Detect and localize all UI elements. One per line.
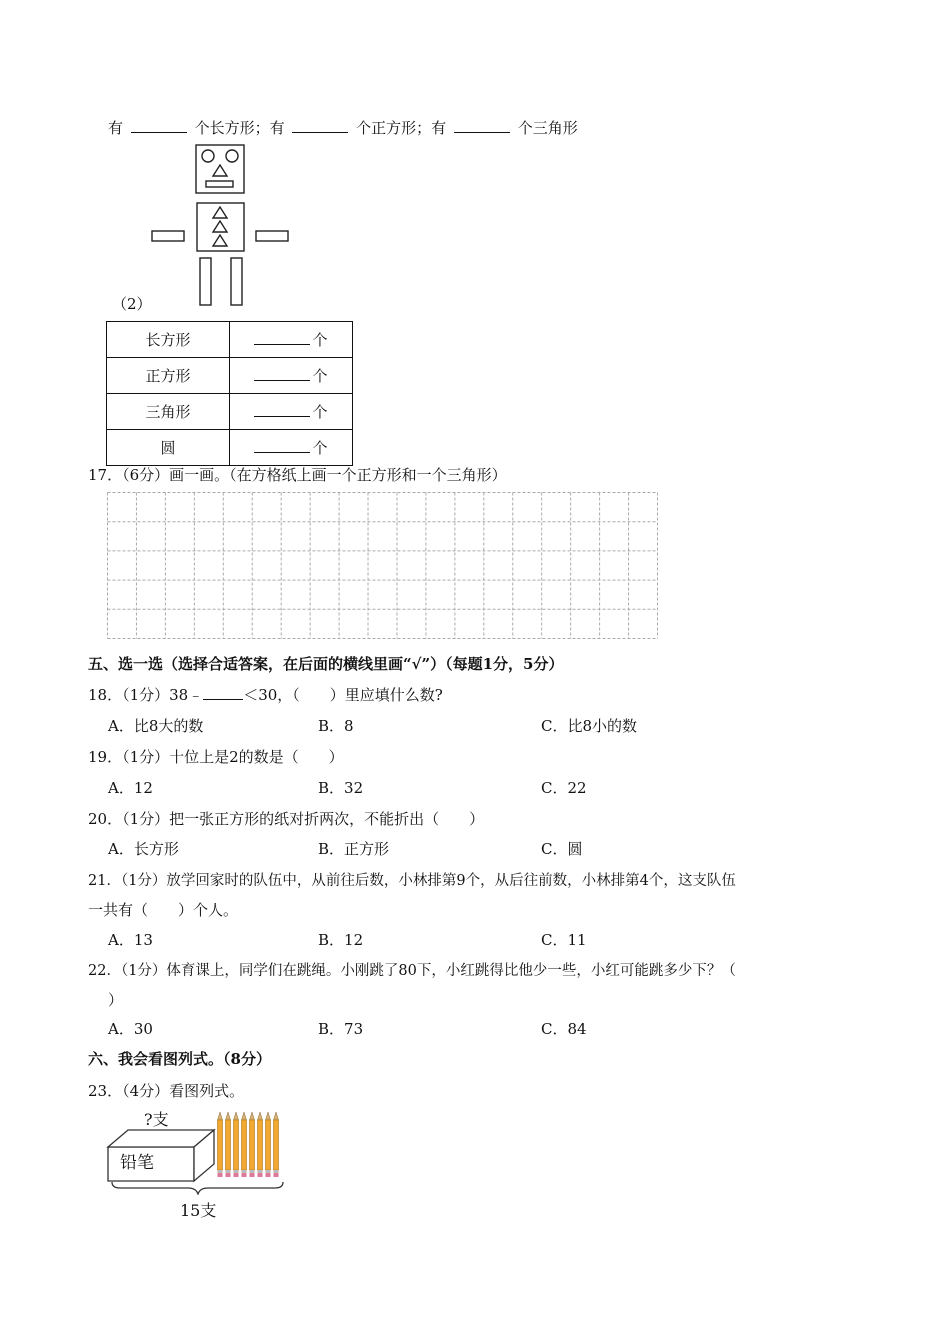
- q20-stem: 20．（1分）把一张正方形的纸对折两次，不能折出（ ）: [88, 810, 485, 828]
- robot-arm-rect: [256, 231, 288, 241]
- pencil-group: [218, 1112, 279, 1177]
- count-cell[interactable]: [230, 430, 353, 466]
- q22-stem-line2: ）: [108, 991, 124, 1009]
- q22-option-b[interactable]: B．73: [318, 1020, 364, 1038]
- q16-text-1: 有: [108, 119, 124, 137]
- q18-option-c[interactable]: C．比8小的数: [541, 717, 638, 735]
- answer-blank[interactable]: [292, 120, 348, 133]
- answer-blank[interactable]: [454, 120, 510, 133]
- robot-body-triangle: [213, 221, 227, 232]
- table-row: [107, 430, 353, 466]
- count-cell[interactable]: [230, 322, 353, 358]
- robot-figure: [140, 140, 300, 310]
- q22-option-c[interactable]: C．84: [541, 1020, 587, 1038]
- robot-leg-rect: [231, 258, 242, 305]
- table-row: [107, 394, 353, 430]
- shape-name-cell: 三角形: [107, 394, 230, 430]
- robot-body-triangle: [213, 235, 227, 246]
- q18-stem-b: ＜30，（ ）里应填什么数?: [243, 686, 443, 704]
- robot-mouth-rect: [206, 181, 233, 187]
- q21-option-c[interactable]: C．11: [541, 931, 587, 949]
- answer-blank[interactable]: [254, 440, 310, 453]
- shape-name-cell: 正方形: [107, 358, 230, 394]
- pencil: [218, 1112, 223, 1177]
- pencil: [250, 1112, 255, 1177]
- shape-count-table: [106, 321, 353, 466]
- q23-total-label: 15支: [180, 1201, 217, 1220]
- robot-nose-triangle: [213, 165, 227, 176]
- q21-option-a[interactable]: A．13: [108, 931, 153, 949]
- robot-body-square: [197, 203, 244, 251]
- q18-option-a[interactable]: A．比8大的数: [108, 717, 204, 735]
- q22-stem-line1: 22．（1分）体育课上，同学们在跳绳。小刚跳了80下，小红跳得比他少一些，小红可能跳多少下？（: [88, 963, 736, 979]
- robot-eye-circle: [226, 150, 238, 162]
- robot-body-triangle: [213, 207, 227, 218]
- q19-option-b[interactable]: B．32: [318, 779, 364, 797]
- pencil-box-label: 铅笔: [120, 1153, 154, 1173]
- unit-label: 个: [312, 439, 328, 457]
- answer-blank[interactable]: [131, 120, 187, 133]
- q16-text-3: 个正方形；有: [356, 119, 447, 137]
- q16-text-2: 个长方形；有: [194, 119, 285, 137]
- q23-stem: 23．（4分）看图列式。: [88, 1082, 245, 1100]
- q16-line1: [108, 117, 578, 138]
- section6-title: 六、我会看图列式。（8分）: [88, 1050, 271, 1068]
- q20-option-b[interactable]: B．正方形: [318, 840, 390, 858]
- q19-stem: 19．（1分）十位上是2的数是（ ）: [88, 748, 344, 766]
- unit-label: 个: [312, 331, 328, 349]
- q22-option-a[interactable]: A．30: [108, 1020, 153, 1038]
- shape-name-cell: 长方形: [107, 322, 230, 358]
- q23-unknown-label: ?支: [144, 1110, 169, 1129]
- pencil: [258, 1112, 263, 1177]
- robot-eye-circle: [202, 150, 214, 162]
- q17-stem: 17．（6分）画一画。（在方格纸上画一个正方形和一个三角形）: [88, 466, 507, 484]
- shape-name-cell: 圆: [107, 430, 230, 466]
- pencil: [226, 1112, 231, 1177]
- answer-blank[interactable]: [203, 687, 243, 700]
- q21-stem-line1: 21．（1分）放学回家时的队伍中，从前往后数，小林排第9个，从后往前数，小林排第4个，这支队伍: [88, 873, 736, 889]
- answer-blank[interactable]: [254, 332, 310, 345]
- q18-option-b[interactable]: B．8: [318, 717, 354, 735]
- count-cell[interactable]: [230, 394, 353, 430]
- count-cell[interactable]: [230, 358, 353, 394]
- q19-option-c[interactable]: C．22: [541, 779, 587, 797]
- q19-option-a[interactable]: A．12: [108, 779, 153, 797]
- unit-label: 个: [312, 367, 328, 385]
- q18-stem: [88, 684, 443, 705]
- drawing-grid[interactable]: [107, 492, 658, 639]
- unit-label: 个: [312, 403, 328, 421]
- pencil: [266, 1112, 271, 1177]
- q20-option-c[interactable]: C．圆: [541, 840, 583, 858]
- q16-part2-label: （2）: [112, 295, 152, 313]
- pencil: [242, 1112, 247, 1177]
- q18-stem-a: 18．（1分）38﹣: [88, 686, 204, 704]
- robot-arm-rect: [152, 231, 184, 241]
- robot-leg-rect: [200, 258, 211, 305]
- table-row: [107, 322, 353, 358]
- section5-title: 五、选一选（选择合适答案，在后面的横线里画“√”）（每题1分，5分）: [88, 655, 564, 673]
- q16-text-4: 个三角形: [517, 119, 578, 137]
- q20-option-a[interactable]: A．长方形: [108, 840, 179, 858]
- pencil: [274, 1112, 279, 1177]
- answer-blank[interactable]: [254, 368, 310, 381]
- table-row: [107, 358, 353, 394]
- pencil: [234, 1112, 239, 1177]
- q21-stem-line2: 一共有（ ）个人。: [88, 901, 239, 919]
- answer-blank[interactable]: [254, 404, 310, 417]
- total-brace: [112, 1182, 283, 1194]
- q21-option-b[interactable]: B．12: [318, 931, 364, 949]
